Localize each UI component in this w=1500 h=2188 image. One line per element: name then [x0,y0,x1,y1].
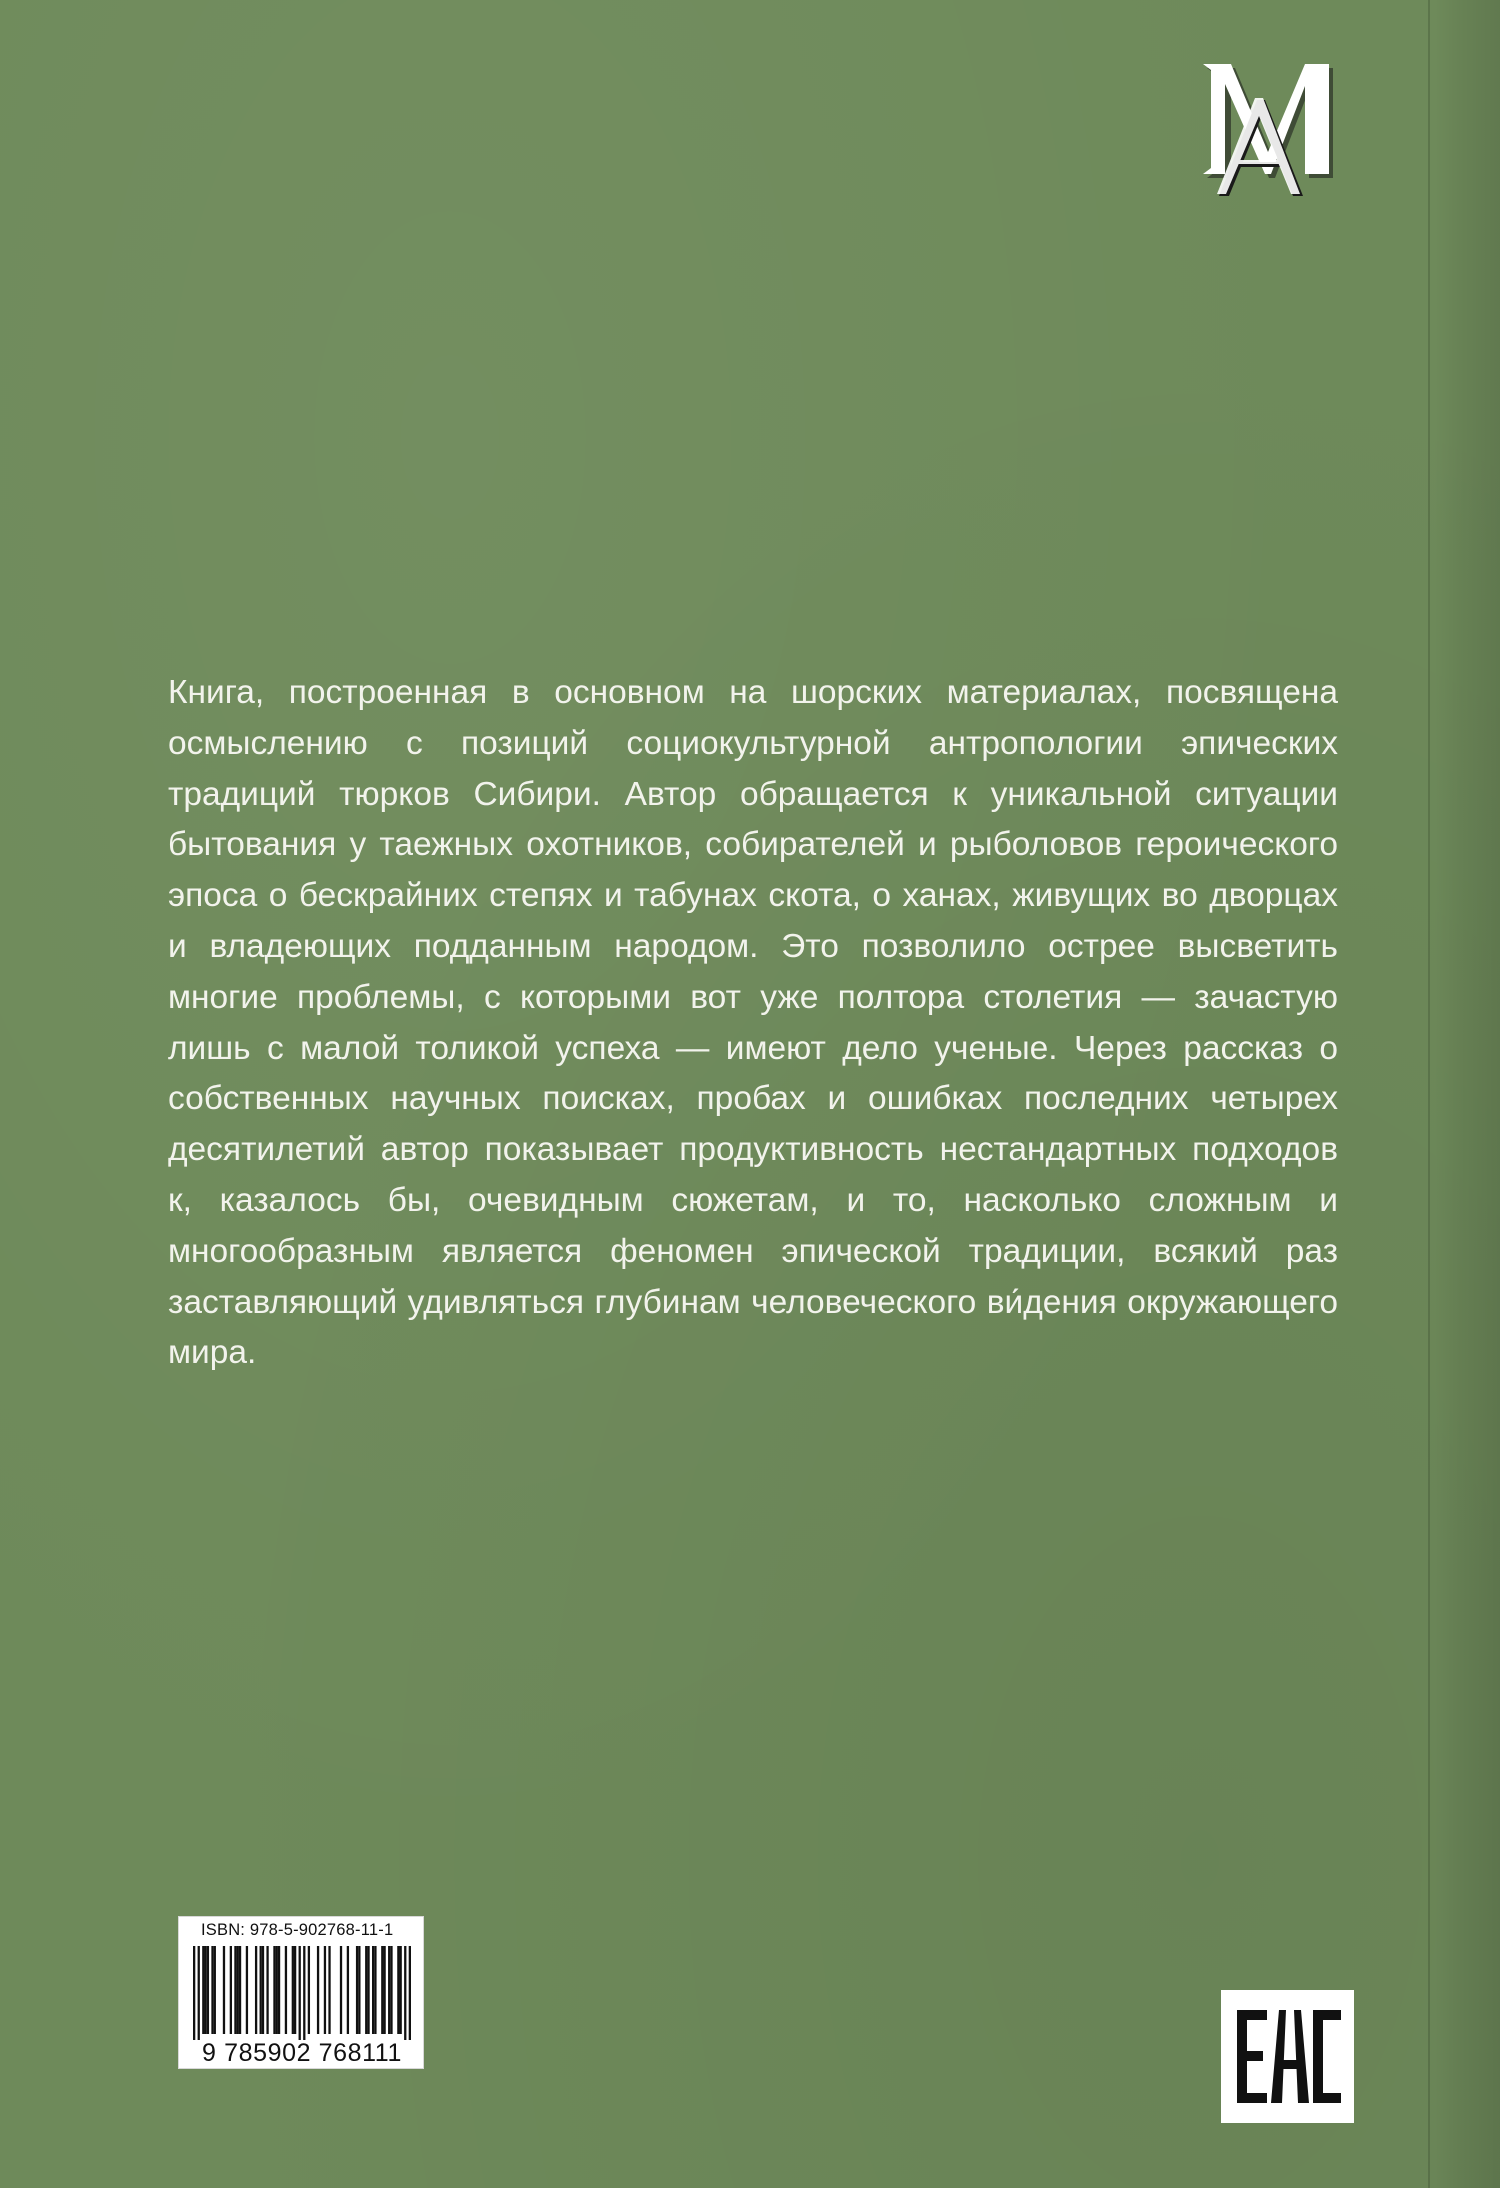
barcode-bar [367,1946,369,2034]
barcode-bar [246,1946,248,2034]
barcode-bar [340,1946,342,2034]
eac-certification-mark [1221,1990,1354,2123]
eac-mark-icon [1221,1990,1354,2123]
barcode-bar [299,1946,301,2040]
barcode-bar [356,1946,358,2034]
barcode-bar [404,1946,406,2040]
barcode-bar [273,1946,275,2034]
barcode-bar [266,1946,268,2034]
barcode-bar [204,1946,206,2034]
barcode-bar [193,1946,195,2040]
barcode-bar [278,1946,280,2034]
isbn-number: ISBN: 978-5-902768-11-1 [201,1921,394,1939]
barcode-bar [388,1946,390,2034]
barcode-digits: 9 785902 768111 [202,2039,402,2067]
barcode-bar [308,1946,310,2034]
barcode-bar [303,1946,305,2040]
barcode-bar [400,1946,402,2034]
barcode-bar [276,1946,278,2034]
barcode-bar [390,1946,392,2034]
spine-shadow [1434,0,1500,2188]
spine-fold-line [1428,0,1430,2188]
barcode-bar [294,1946,296,2034]
barcode-bar [202,1946,204,2034]
barcode-bar [211,1946,213,2034]
monogram-am-logo [1195,58,1340,198]
barcode-bar [239,1946,241,2034]
barcode-bar [207,1946,209,2034]
barcode-bar [365,1946,367,2034]
barcode-bar [383,1946,385,2034]
barcode-bar [347,1946,349,2034]
barcode-bar [237,1946,239,2034]
barcode-bar [223,1946,225,2034]
barcode-bar [328,1946,330,2034]
barcode-bar [214,1946,216,2034]
book-annotation-text: Книга, построенная в основном на шорских материалах, посвящена осмыслению с позиций социокультурной антропологии эпических традиций тюрков Сибири. Автор обращается к уникальной ситуации бытования у таежных охотников, собирателей и рыболовов героического эпоса о бескрайних степях и табунах скота, о ханах, живущих во дворцах и владеющих подданным народом. Это позволило острее высветить многие проблемы, с которыми вот уже полтора столетия — зачастую лишь с малой толикой успеха — имеют дело ученые. Через рассказ о собственных научных поисках, пробах и ошибках последних четырех десятилетий автор показывает продуктивность нестандартных подходов к, казалось бы, очевидным сюжетам, и то, насколько сложным и многообразным является феномен эпической традиции, всякий раз заставляющий удивляться глубинам человеческого ви́дения окружающего мира. [168,674,1338,1372]
barcode-bar [230,1946,232,2034]
barcode-icon [193,1946,411,2040]
barcode-bar [374,1946,376,2034]
barcode-bar [324,1946,326,2034]
barcode-bar [198,1946,200,2040]
barcode-bar [397,1946,399,2034]
barcode-bar [409,1946,411,2040]
barcode-bar [358,1946,360,2034]
isbn-barcode-label [178,1916,424,2069]
barcode-bar [285,1946,287,2034]
barcode-bar [234,1946,236,2034]
barcode-bar [372,1946,374,2034]
barcode-bar [317,1946,319,2034]
barcode-bar [260,1946,262,2034]
barcode-bar [292,1946,294,2034]
barcode-bar [262,1946,264,2034]
barcode-bar [381,1946,383,2034]
barcode-bar [255,1946,257,2034]
